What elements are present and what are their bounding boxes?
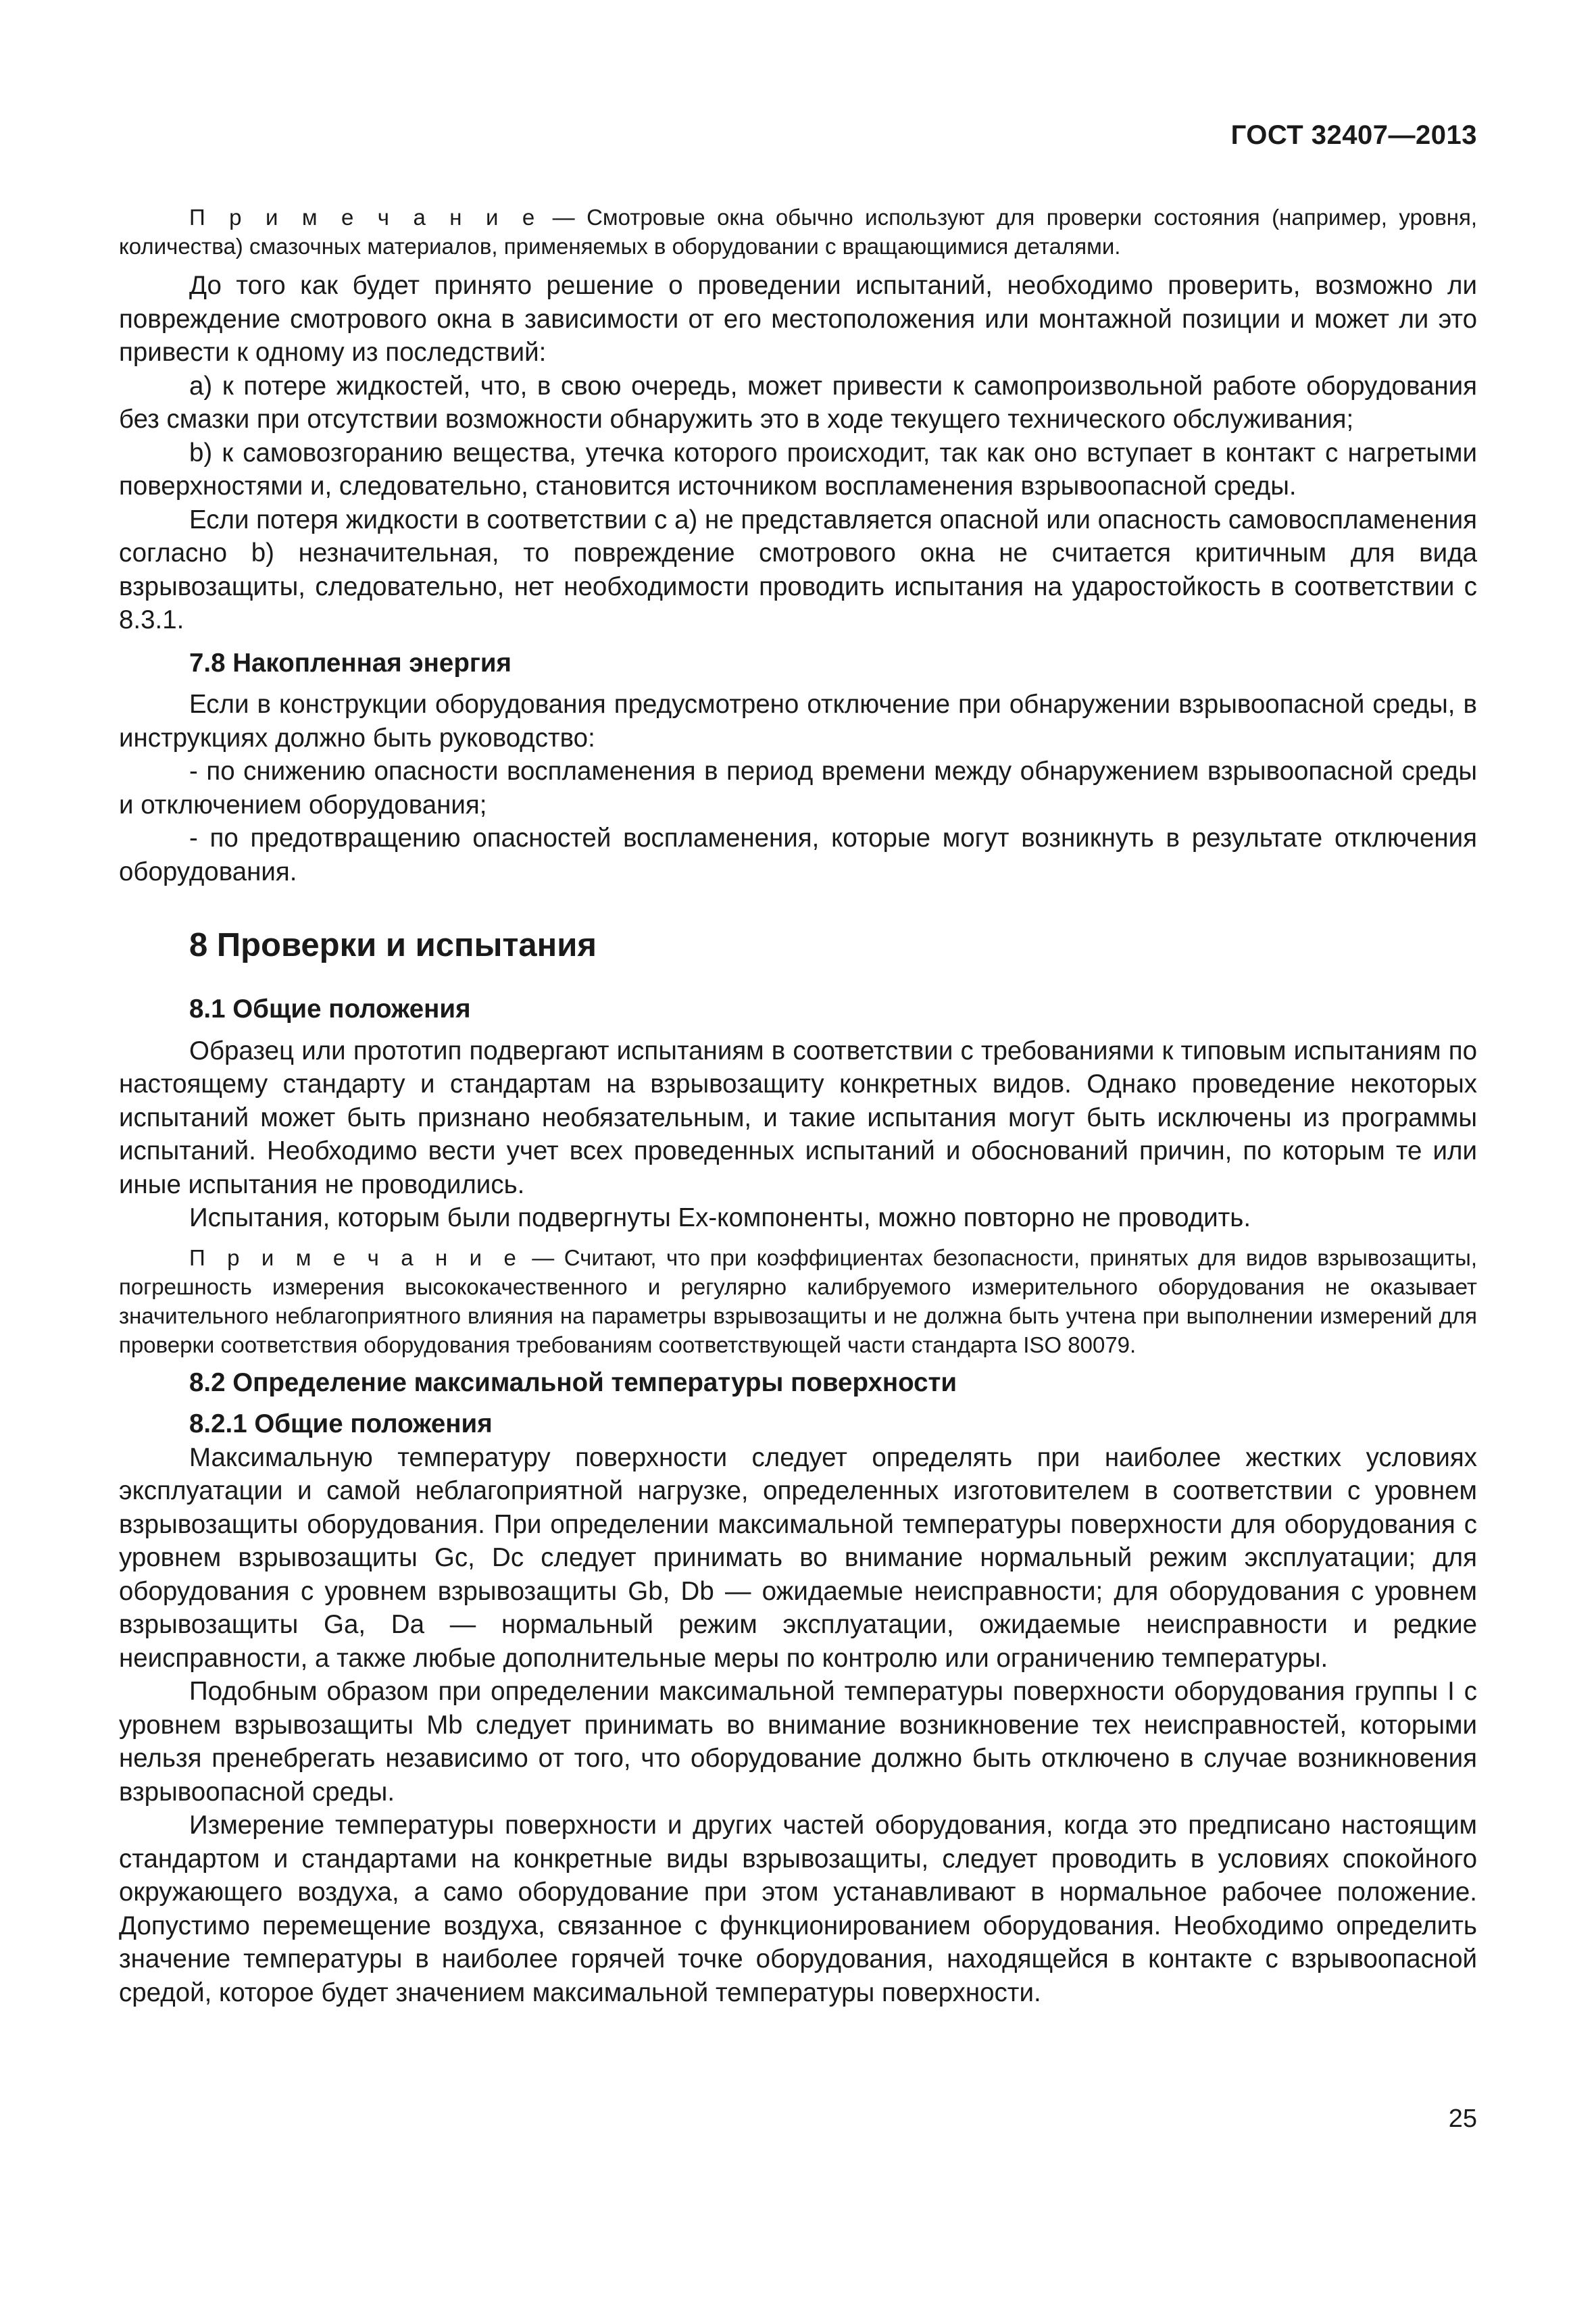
note-paragraph <box>119 203 1477 261</box>
section-heading-8: 8 Проверки и испытания <box>189 927 597 963</box>
body-paragraph: Если в конструкции оборудования предусмотрено отключение при обнаружении взрывоопасной среды, в инструкциях должно быть руководство: <box>119 690 1477 753</box>
note-text: — Считают, что при коэффициентах безопасности, принятых для видов взрывозащиты, погрешность измерения высококачественного и регулярно калибруемого измерительного оборудования не оказывает значительного неблагоприятного влияния на параметры взрывозащиты и не должна быть учтена при выполнении измерений для проверки соответствия оборудования требованиям соответствующей части стандарта ISO 80079. <box>119 1244 1478 1357</box>
document-code-header: ГОСТ 32407—2013 <box>1230 120 1477 150</box>
note-paragraph <box>119 1243 1477 1359</box>
document-body <box>119 203 1477 2009</box>
note-text: — Смотровые окна обычно используют для проверки состояния (например, уровня, количества) смазочных материалов, применяемых в оборудовании с вращающимися деталями. <box>119 205 1478 259</box>
body-paragraph: Образец или прототип подвергают испытаниям в соответствии с требованиями к типовым испытаниям по настоящему стандарту и стандартам на взрывозащиту конкретных видов. Однако проведение некоторых испытаний может быть признано необязательным, и такие испытания могут быть исключены из программы испытаний. Необходимо вести учет всех проведенных испытаний и обоснований причин, по которым те или иные испытания не проводились. <box>119 1036 1477 1199</box>
list-item-dash: - по снижению опасности воспламенения в период времени между обнаружением взрывоопасной среды и отключением оборудования; <box>119 757 1477 820</box>
body-paragraph: Если потеря жидкости в соответствии с а) не представляется опасной или опасность самовоспламенения согласно b) незначительная, то повреждение смотрового окна не считается критичным для вида взрывозащиты, следовательно, нет необходимости проводить испытания на ударостойкость в соответствии с 8.3.1. <box>119 505 1477 634</box>
section-heading-8-1: 8.1 Общие положения <box>189 995 471 1024</box>
body-paragraph: Испытания, которым были подвергнуты Ex-компоненты, можно повторно не проводить. <box>189 1203 1251 1232</box>
body-paragraph: Подобным образом при определении максимальной температуры поверхности оборудования группы I с уровнем взрывозащиты Mb следует принимать во внимание возникновение тех неисправностей, которыми нельзя пренебрегать независимо от того, что оборудование должно быть отключено в случае возникновения взрывоопасной среды. <box>119 1677 1477 1807</box>
list-item-dash: - по предотвращению опасностей воспламенения, которые могут возникнуть в результате отключения оборудования. <box>119 824 1477 886</box>
body-paragraph: Измерение температуры поверхности и других частей оборудования, когда это предписано настоящим стандартом и стандартами на конкретные виды взрывозащиты, следует проводить в условиях спокойного окружающего воздуха, а само оборудование при этом устанавливают в нормальное рабочее положение. Допустимо перемещение воздуха, связанное с функционированием оборудования. Необходимо определить значение температуры в наиболее горячей точке оборудования, находящейся в контакте с взрывоопасной средой, которое будет значением максимальной температуры поверхности. <box>119 1811 1477 2007</box>
section-heading-8-2-1: 8.2.1 Общие положения <box>189 1409 493 1438</box>
list-item-b: b) к самовозгоранию вещества, утечка которого происходит, так как оно вступает в контакт с нагретыми поверхностями и, следовательно, становится источником воспламенения взрывоопасной среды. <box>119 438 1477 501</box>
body-paragraph: До того как будет принято решение о проведении испытаний, необходимо проверить, возможно ли повреждение смотрового окна в зависимости от его местоположения или монтажной позиции и может ли это привести к одному из последствий: <box>119 271 1477 367</box>
body-paragraph: Максимальную температуру поверхности следует определять при наиболее жестких условиях эксплуатации и самой неблагоприятной нагрузке, определенных изготовителем в соответствии с уровнем взрывозащиты оборудования. При определении максимальной температуры поверхности для оборудования с уровнем взрывозащиты Gc, Dc следует принимать во внимание нормальный режим эксплуатации; для оборудования с уровнем взрывозащиты Gb, Db — ожидаемые неисправности; для оборудования с уровнем взрывозащиты Ga, Da — нормальный режим эксплуатации, ожидаемые неисправности и редкие неисправности, а также любые дополнительные меры по контролю или ограничению температуры. <box>119 1442 1477 1673</box>
page-number: 25 <box>1448 2105 1477 2133</box>
section-heading-7-8: 7.8 Накопленная энергия <box>189 648 512 678</box>
note-label: П р и м е ч а н и е <box>189 205 541 230</box>
section-heading-8-2: 8.2 Определение максимальной температуры поверхности <box>189 1367 957 1397</box>
note-label: П р и м е ч а н и е <box>189 1244 522 1270</box>
list-item-a: a) к потере жидкостей, что, в свою очередь, может привести к самопроизвольной работе оборудования без смазки при отсутствии возможности обнаружить это в ходе текущего технического обслуживания; <box>119 371 1477 434</box>
